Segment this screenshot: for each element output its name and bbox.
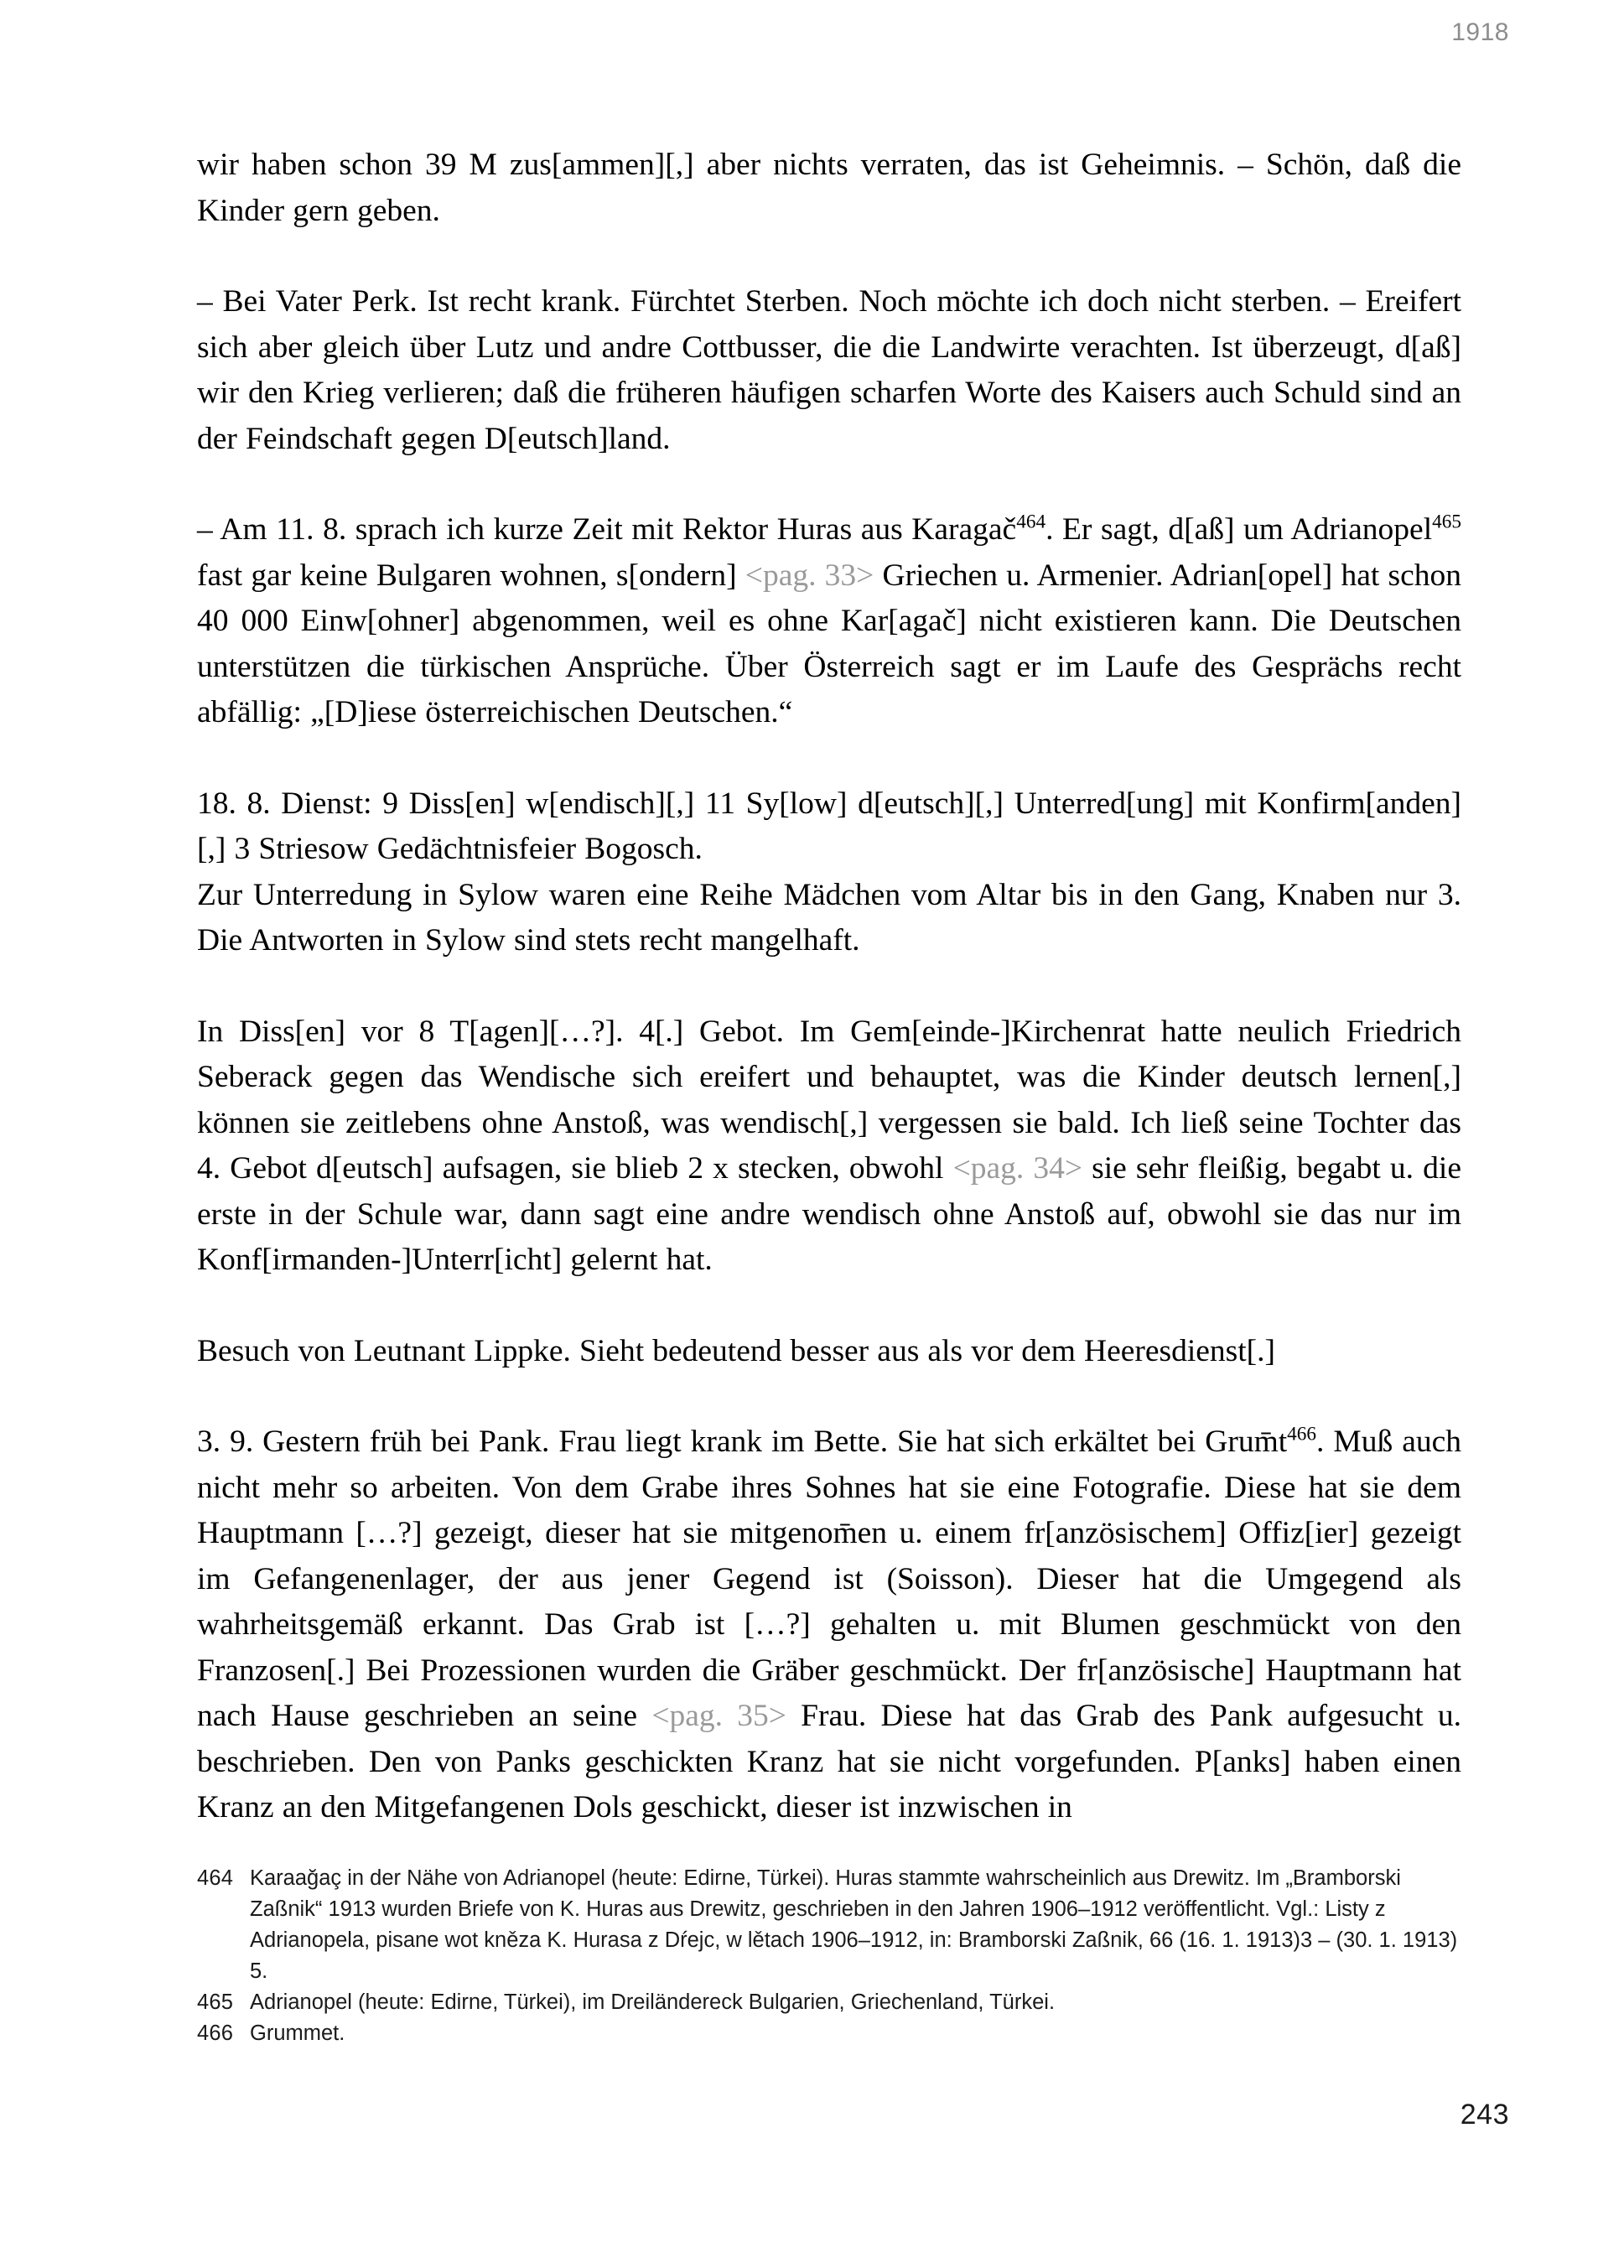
paragraph-8-segment-c: Frau. Diese hat das Grab des Pank aufgesucht u. beschrieben. Den von Panks geschickten Kranz hat sie nicht vorgefunden. P[anks] haben einen Kranz an den Mitgefangenen Dols geschickt, dieser ist inzwischen in bbox=[197, 1699, 1461, 1824]
footnote-text-464: Karaağaç in der Nähe von Adrianopel (heute: Edirne, Türkei). Huras stammte wahrscheinlich aus Drewitz. Im „Bramborski Zaßnik“ 1913 wurden Briefe von K. Huras aus Drewitz, geschrieben in den Jahren 1906–1912 veröffentlicht. Vgl.: Listy z Adrianopela, pisane wot kněza K. Hurasa z Dŕejc, w lětach 1906–1912, in: Bramborski Zaßnik, 66 (16. 1. 1913)3 – (30. 1. 1913) 5. bbox=[250, 1866, 1458, 1983]
paragraph-3-segment-d: Griechen u. Armenier. Adrian[opel] hat schon 40 000 Einw[ohner] abgenommen, weil es ohne Kar[agač] nicht existieren kann. Die Deutschen unterstützen die türkischen Ansprüche. Über Österreich sagt er im Laufe des Gesprächs recht abfällig: „[D]iese österreichischen Deutschen.“ bbox=[197, 558, 1462, 729]
paragraph-3 bbox=[197, 507, 1461, 736]
paragraph-1-text: wir haben schon 39 M zus[ammen][,] aber nichts verraten, das ist Geheimnis. – Schön, daß die Kinder gern geben. bbox=[197, 148, 1461, 228]
paragraph-7-text: Besuch von Leutnant Lippke. Sieht bedeutend besser aus als vor dem Heeresdienst[.] bbox=[197, 1333, 1276, 1368]
running-head-year: 1918 bbox=[1451, 18, 1509, 46]
paragraph-3-segment-b: . Er sagt, d[aß] um Adrianopel bbox=[1045, 512, 1433, 547]
pag-marker-35: <pag. 35> bbox=[651, 1699, 786, 1733]
paragraph-1 bbox=[197, 143, 1461, 234]
paragraph-2 bbox=[197, 279, 1461, 462]
footnote-number-464: 464 bbox=[197, 1866, 234, 1890]
footnote-ref-466[interactable]: 466 bbox=[1287, 1423, 1317, 1445]
paragraph-5 bbox=[197, 873, 1461, 964]
paragraph-8-segment-b: . Muß auch nicht mehr so arbeiten. Von dem Grabe ihres Sohnes hat sie eine Fotografie. Diese hat sie dem Hauptmann […?] gezeigt, dieser hat sie mitgenom̄en u. einem fr[anzösischem] Offiz[ier] gezeigt im Gefangenenlager, der aus jener Gegend ist (Soisson). Dieser hat die Umgegend als wahrheitsgemäß erkannt. Das Grab ist […?] gehalten u. mit Blumen geschmückt von den Franzosen[.] Bei Prozessionen wurden die Gräber geschmückt. Der fr[anzösische] Hauptmann hat nach Hause geschrieben an seine bbox=[197, 1425, 1461, 1733]
paragraph-8 bbox=[197, 1419, 1461, 1831]
footnote-text-466: Grummet. bbox=[250, 2021, 345, 2045]
paragraph-5-text: Zur Unterredung in Sylow waren eine Reihe Mädchen vom Altar bis in den Gang, Knaben nur 3. Die Antworten in Sylow sind stets recht mangelhaft. bbox=[197, 877, 1461, 958]
paragraph-3-segment-c: fast gar keine Bulgaren wohnen, s[ondern] bbox=[197, 558, 745, 593]
page-number: 243 bbox=[1460, 2099, 1509, 2130]
paragraph-4 bbox=[197, 781, 1461, 873]
body-text-block bbox=[197, 143, 1461, 1831]
footnote-item bbox=[197, 1987, 1471, 2018]
paragraph-8-segment-a: 3. 9. Gestern früh bei Pank. Frau liegt krank im Bette. Sie hat sich erkältet bei Grum̄t bbox=[197, 1425, 1288, 1459]
pag-marker-33: <pag. 33> bbox=[745, 558, 874, 593]
footnote-text-465: Adrianopel (heute: Edirne, Türkei), im Dreiländereck Bulgarien, Griechenland, Türkei. bbox=[250, 1990, 1056, 2014]
paragraph-6-segment-b: sie sehr fleißig, begabt u. die erste in der Schule war, dann sagt eine andre wendisch ohne Anstoß auf, obwohl sie das nur im Konf[irmanden-]Unterr[icht] gelernt hat. bbox=[197, 1151, 1461, 1277]
paragraph-6 bbox=[197, 1009, 1461, 1284]
footnote-number-466: 466 bbox=[197, 2021, 234, 2045]
footnote-item bbox=[197, 2018, 1471, 2049]
footnote-number-465: 465 bbox=[197, 1990, 234, 2014]
footnote-ref-465[interactable]: 465 bbox=[1432, 511, 1461, 533]
footnote-item bbox=[197, 1863, 1471, 1987]
paragraph-2-text: – Bei Vater Perk. Ist recht krank. Fürchtet Sterben. Noch möchte ich doch nicht sterben. – Ereifert sich aber gleich über Lutz und andre Cottbusser, die die Landwirte verachten. Ist überzeugt, d[aß] wir den Krieg verlieren; daß die früheren häufigen scharfen Worte des Kaisers auch Schuld sind an der Feindschaft gegen D[eutsch]land. bbox=[197, 284, 1461, 456]
pag-marker-34: <pag. 34> bbox=[952, 1151, 1082, 1186]
footnote-ref-464[interactable]: 464 bbox=[1016, 511, 1046, 533]
paragraph-3-segment-a: – Am 11. 8. sprach ich kurze Zeit mit Rektor Huras aus Karagač bbox=[197, 512, 1017, 547]
paragraph-6-segment-a: In Diss[en] vor 8 T[agen][…?]. 4[.] Gebot. Im Gem[einde-]Kirchenrat hatte neulich Friedrich Seberack gegen das Wendische sich ereifert und behauptet, was die Kinder deutsch lernen[,] können sie zeitlebens ohne Anstoß, was wendisch[,] vergessen sie bald. Ich ließ seine Tochter das 4. Gebot d[eutsch] aufsagen, sie blieb 2 x stecken, obwohl bbox=[197, 1014, 1461, 1186]
footnote-block bbox=[197, 1863, 1471, 2049]
paragraph-4-text: 18. 8. Dienst: 9 Diss[en] w[endisch][,] 11 Sy[low] d[eutsch][,] Unterred[ung] mit Konfirm[anden][,] 3 Striesow Gedächtnisfeier Bogosch. bbox=[197, 786, 1461, 866]
paragraph-7 bbox=[197, 1329, 1461, 1375]
